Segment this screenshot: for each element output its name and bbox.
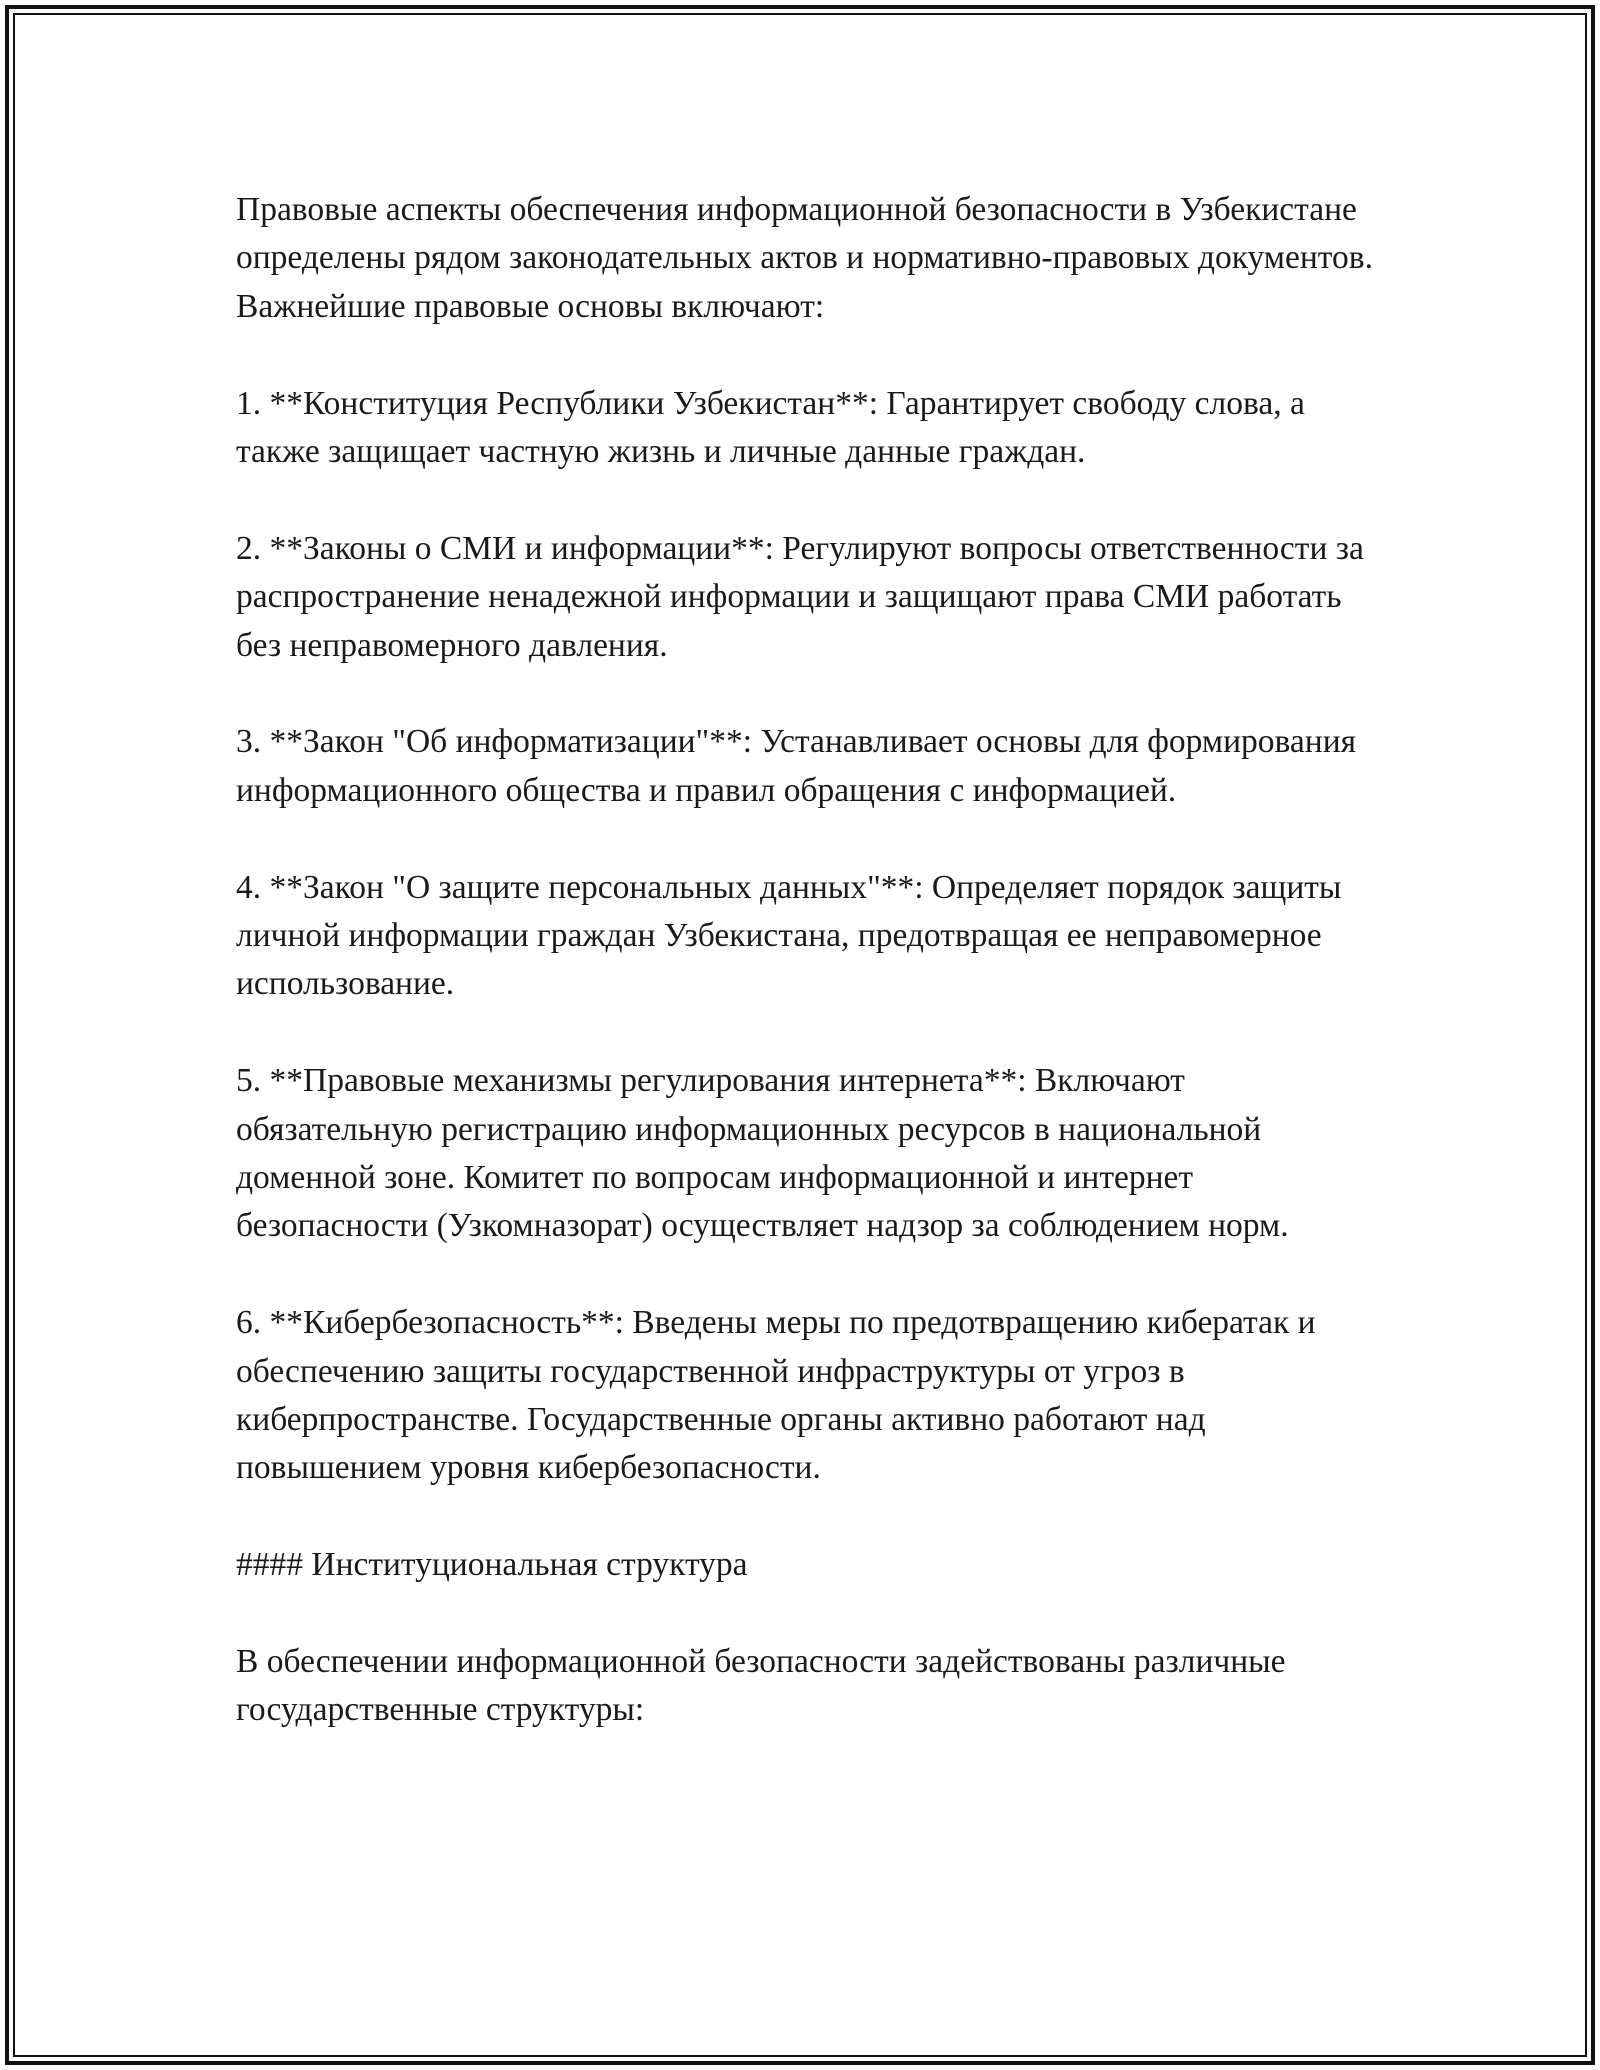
section-subheading: #### Институциональная структура [236,1546,748,1584]
list-item-personal-data-law: 4. **Закон "О защите персональных данных"**: Определяет порядок защиты личной информации граждан Узбекистана, предотвращая ее неправомерное использование. [236,868,1342,1003]
intro-paragraph: Правовые аспекты обеспечения информационной безопасности в Узбекистане определены рядом законодательных актов и нормативно-правовых документов. Важнейшие правовые основы включают: [236,191,1373,325]
list-item-internet-regulation: 5. **Правовые механизмы регулирования интернета**: Включают обязательную регистрацию информационных ресурсов в национальной доменной зоне. Комитет по вопросам информационной и интернет безопасности (Узкомназорат) осуществляет надзор за соблюдением норм. [236,1062,1289,1245]
closing-paragraph: В обеспечении информационной безопасности задействованы различные государственные структуры: [236,1643,1286,1729]
document-body [236,186,1386,1735]
list-item-cybersecurity: 6. **Кибербезопасность**: Введены меры по предотвращению кибератак и обеспечению защиты государственной инфраструктуры от угроз в киберпространстве. Государственные органы активно работают над повышением уровня кибербезопасности. [236,1304,1316,1487]
list-item-informatization-law: 3. **Закон "Об информатизации"**: Устанавливает основы для формирования информационного общества и правил обращения с информацией. [236,723,1357,809]
list-item-media-laws: 2. **Законы о СМИ и информации**: Регулируют вопросы ответственности за распространение ненадежной информации и защищают права СМИ работать без неправомерного давления. [236,529,1364,664]
list-item-constitution: 1. **Конституция Республики Узбекистан**: Гарантирует свободу слова, а также защищает частную жизнь и личные данные граждан. [236,384,1305,471]
